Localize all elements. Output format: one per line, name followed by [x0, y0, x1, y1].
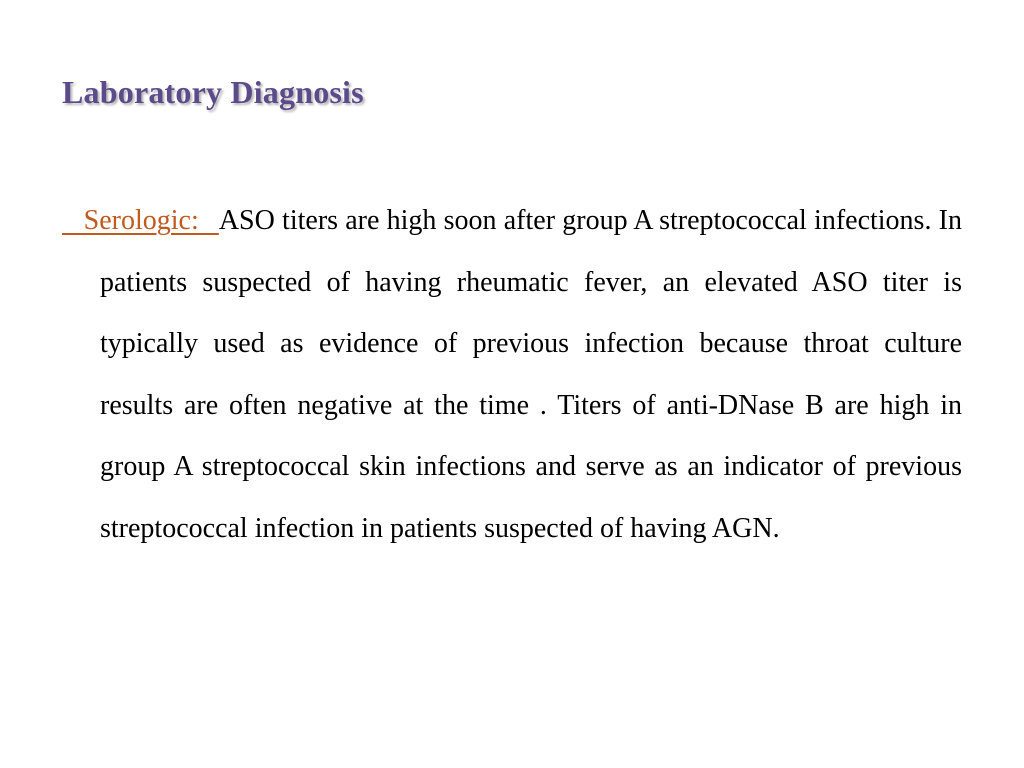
serologic-text: ASO titers are high soon after group A streptococcal infections. In patients suspected of having rheumatic fever, an elevated ASO titer is typically used as evidence of previous infection because throat culture results are often negative at the time . Titers of anti-DNase B are high in group A streptococcal skin infections and serve as an indicator of previous streptococcal infection in patients suspected of having AGN.	[100, 205, 962, 544]
serologic-paragraph	[62, 190, 962, 559]
serologic-label: Serologic:	[62, 205, 219, 236]
slide-title: Laboratory Diagnosis	[62, 74, 364, 110]
